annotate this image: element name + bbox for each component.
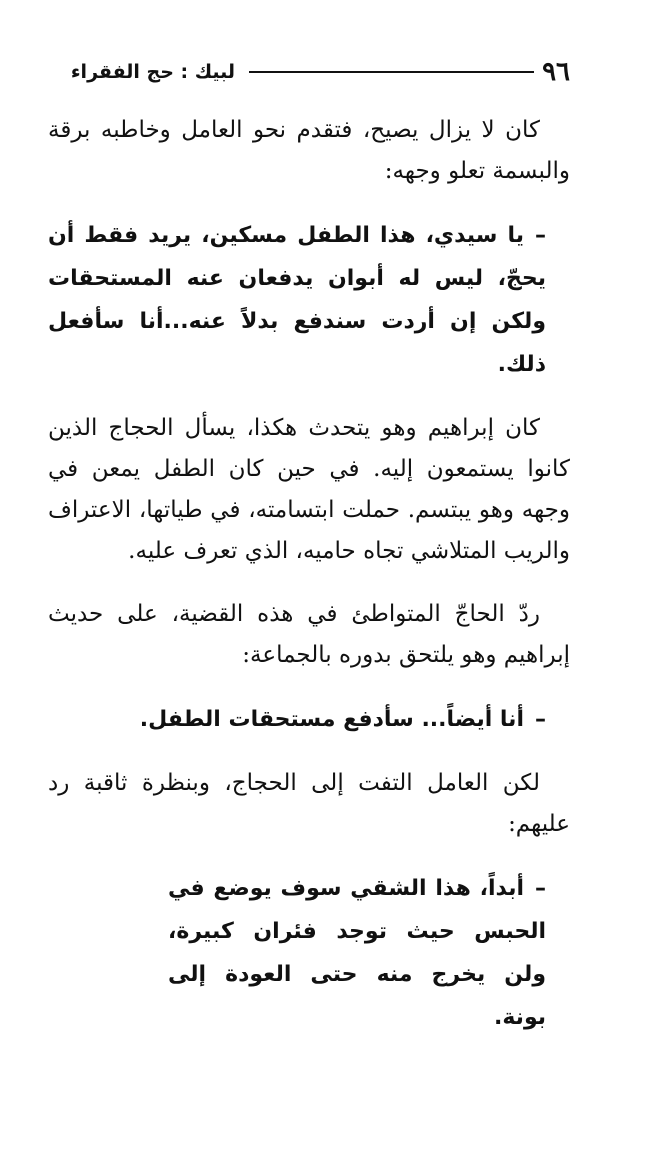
- dialogue-1-text: يا سيدي، هذا الطفل مسكين، يريد فقط أن يحجّ، ليس له أبوان يدفعان عنه المستحقات ولكن إن أردت سندفع بدلاً عنه...أنا سأفعل ذلك.: [48, 223, 546, 377]
- header-rule: [249, 71, 534, 73]
- page-number: ٩٦: [542, 57, 570, 87]
- dialogue-3-text: أبداً، هذا الشقي سوف يوضع في الحبس حيث توجد فئران كبيرة، ولن يخرج منه حتى العودة إلى بونة.: [168, 876, 546, 1030]
- paragraph-2: كان إبراهيم وهو يتحدث هكذا، يسأل الحجاج الذين كانوا يستمعون إليه. في حين كان الطفل يمعن في وجهه وهو يبتسم. حملت ابتسامته، في طياتها، الاعتراف والريب المتلاشي تجاه حاميه، الذي تعرف عليه.: [48, 415, 570, 564]
- dialogue-2: [48, 698, 570, 741]
- paragraph-4: لكن العامل التفت إلى الحجاج، وبنظرة ثاقبة رد عليهم:: [48, 770, 570, 837]
- running-title: لبيك : حج الفقراء: [70, 60, 236, 83]
- paragraph-1: كان لا يزال يصيح، فتقدم نحو العامل وخاطبه برقة والبسمة تعلو وجهه:: [48, 117, 570, 184]
- dialogue-dash: –: [535, 223, 546, 248]
- dialogue-2-text: أنا أيضاً... سأدفع مستحقات الطفل.: [139, 707, 524, 732]
- dialogue-1: [48, 214, 570, 386]
- running-header: [48, 52, 570, 92]
- dialogue-3: [48, 867, 570, 1039]
- paragraph-3: ردّ الحاجّ المتواطئ في هذه القضية، على حديث إبراهيم وهو يلتحق بدوره بالجماعة:: [48, 601, 570, 668]
- dialogue-dash: –: [535, 707, 546, 732]
- dialogue-dash: –: [535, 876, 546, 901]
